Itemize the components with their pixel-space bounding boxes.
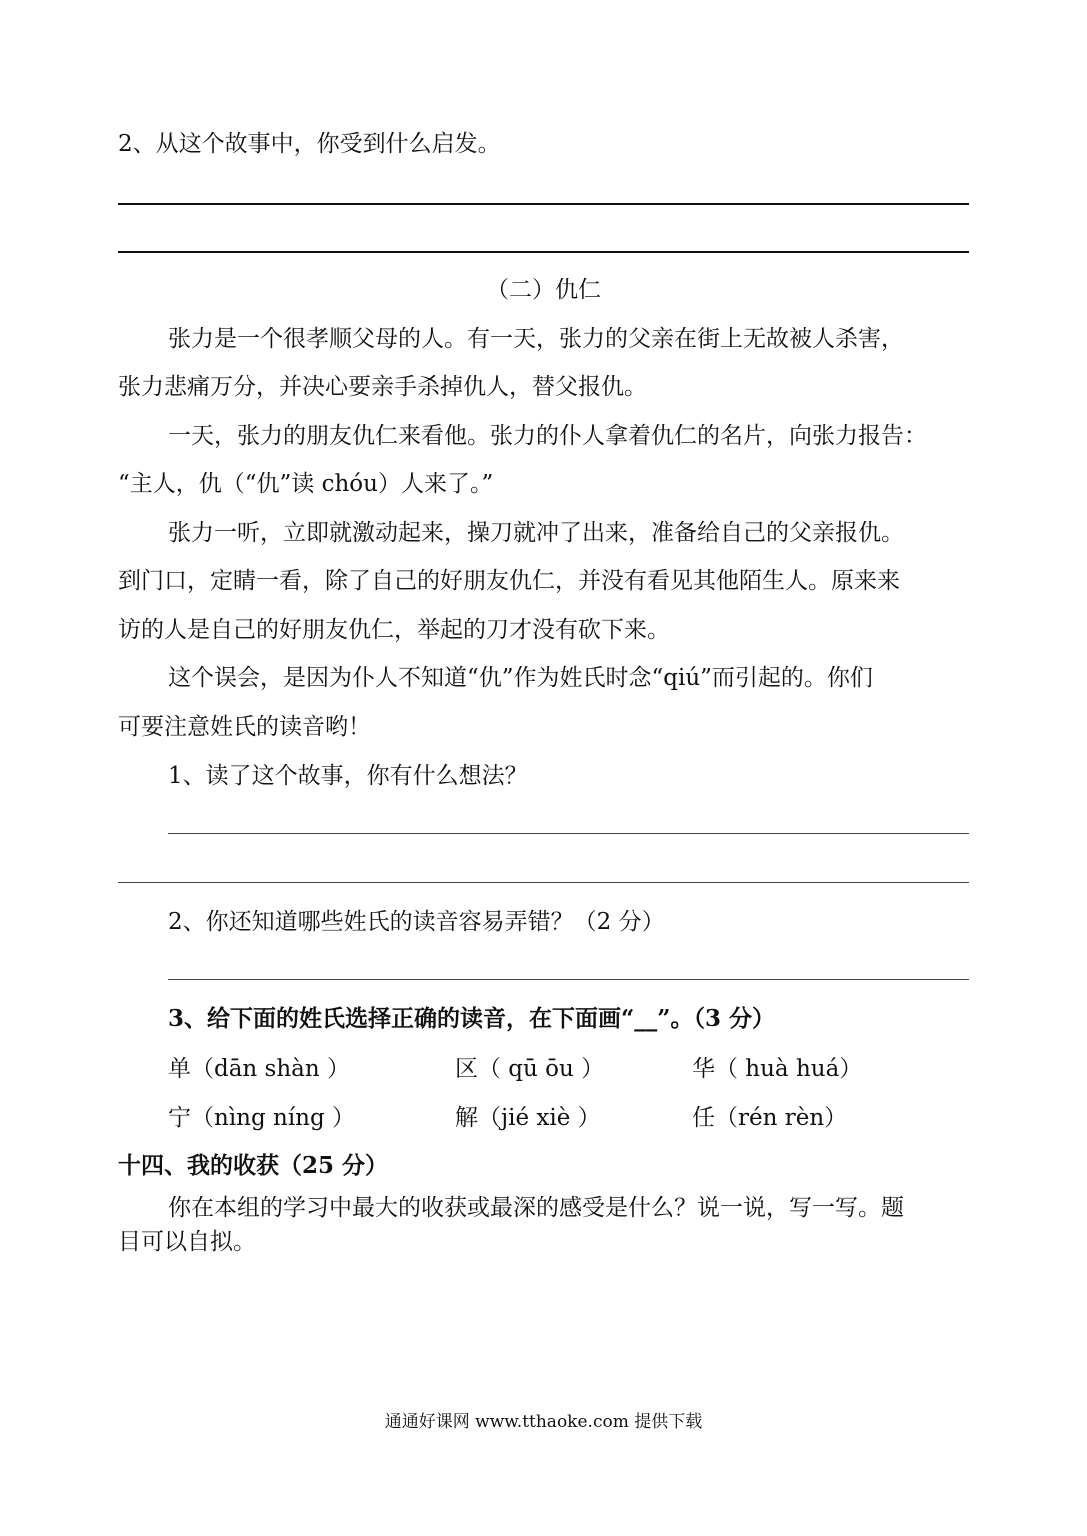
passage-paragraph-4-cont: 可要注意姓氏的读音哟！: [118, 714, 371, 740]
page-footer: 通通好课网 www.tthaoke.com 提供下载: [384, 1412, 703, 1432]
question-3-text: 3、给下面的姓氏选择正确的读音，在下面画“__”。（3 分）: [168, 1005, 775, 1032]
answer-line: [118, 882, 969, 883]
passage-paragraph-3-cont: 访的人是自己的好朋友仇仁，举起的刀才没有砍下来。: [118, 617, 670, 643]
section-14-heading: 十四、我的收获（25 分）: [118, 1152, 389, 1179]
pinyin-choice-ning: 宁（nìng níng ）: [168, 1105, 356, 1131]
passage-paragraph-1-cont: 张力悲痛万分，并决心要亲手杀掉仇人，替父报仇。: [118, 374, 647, 400]
question-2b-text: 2、你还知道哪些姓氏的读音容易弄错？（2 分）: [168, 909, 665, 935]
passage-paragraph-1: 张力是一个很孝顺父母的人。有一天，张力的父亲在街上无故被人杀害，: [168, 326, 904, 352]
answer-line: [168, 979, 969, 980]
pinyin-choice-ren: 任（rén rèn）: [692, 1105, 848, 1131]
passage-paragraph-2: 一天，张力的朋友仇仁来看他。张力的仆人拿着仇仁的名片，向张力报告：: [168, 423, 927, 449]
passage-paragraph-3: 张力一听，立即就激动起来，操刀就冲了出来，准备给自己的父亲报仇。: [168, 520, 904, 546]
pinyin-choice-ou: 区（ qū ōu ）: [455, 1056, 605, 1082]
passage-paragraph-4: 这个误会，是因为仆人不知道“仇”作为姓氏时念“qiú”而引起的。你们: [168, 665, 873, 691]
pinyin-choice-shan: 单（dān shàn ）: [168, 1056, 351, 1082]
answer-line: [168, 833, 969, 834]
question-2-text: 2、从这个故事中，你受到什么启发。: [118, 131, 501, 157]
pinyin-choice-xie: 解（jié xiè ）: [455, 1105, 601, 1131]
passage-paragraph-3-cont: 到门口，定睛一看，除了自己的好朋友仇仁，并没有看见其他陌生人。原来来: [118, 568, 900, 594]
answer-line: [118, 203, 969, 205]
question-1-text: 1、读了这个故事，你有什么想法？: [168, 763, 528, 789]
passage-paragraph-2-cont: “主人，仇（“仇”读 chóu）人来了。”: [118, 471, 494, 497]
answer-line: [118, 251, 969, 253]
passage-title: （二）仇仁: [486, 277, 601, 303]
section-14-prompt-cont: 目可以自拟。: [118, 1229, 256, 1255]
section-14-prompt: 你在本组的学习中最大的收获或最深的感受是什么？说一说，写一写。题: [168, 1195, 904, 1221]
pinyin-choice-hua: 华（ huà huá）: [692, 1056, 863, 1082]
